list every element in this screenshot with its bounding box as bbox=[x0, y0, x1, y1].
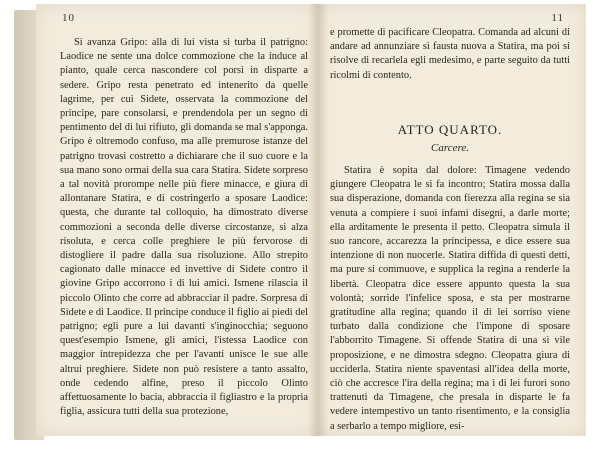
act-title: ATTO QUARTO. bbox=[397, 122, 503, 137]
open-book bbox=[14, 4, 590, 444]
scene-title: Carcere. bbox=[431, 142, 469, 154]
right-page bbox=[318, 4, 586, 436]
left-page-text: Si avanza Gripo: alla di lui vista si turba il patrigno: Laodice ne sente una dolce commozione che la induce al pianto, quale cerca nascondere col porsi in disparte a sedere. Gripo resta penetrato ed intenerito da quelle lagrime, per cui Sidete, osservata la commozione del principe, pare consolarsi, e prendendola per un segno di pentimento del di lui rifiuto, gli domanda se mal s'apponga. Gripo è oltremodo confuso, ma alle premurose istanze del patrigno trovasi costretto a dichiarare che il suo cuore e la sua mano sono ormai della sua cara Statira. Sidete sorpreso a tal novità prorompe nelle più fiere minacce, e giura di allontanare Statira, e di costringerlo a sposare Laodice: questa, che durante tal colloquio, ha dimostrato diverse commozioni a seconda delle diverse circostanze, si alza risoluta, e cerca colle preghiere le più fervorose di distogliere il padre dalla sua risoluzione. Allo strepito cagionato dalle minacce ed invettive di Sidete contro il giovine Gripo accorrono i di lui amici. Ismene rilascia il piccolo Olinto che corre ad abbracciar il padre. Sorpresa di Sidete e di Laodice. Il principe conduce il figlio ai piedi del patrigno; egli pure a lui davanti s'inginocchia; seguono quest'esempio Ismene, gli amici, l'istessa Laodice con maggior intrepidezza che per l'avanti unisce le sue alle altrui preghiere. Sidete non può resistere a tanto assalto, onde cedendo alfine, preso il piccolo Olinto affettuosamente lo bacia, abbraccia il figliastro e la propria figlia, assicura tutti della sua protezione, bbox=[60, 37, 308, 418]
left-page-number: 10 bbox=[62, 12, 75, 24]
left-page bbox=[36, 4, 319, 436]
right-page-top-paragraph: e promette di pacificare Cleopatra. Comanda ad alcuni di andare ad annunziare sì fausta nuova a Statira, ma poi si risolve di recarlela egli medesimo, e parte seguito da tutti ricolmi di contento. bbox=[330, 27, 570, 81]
right-page-body-paragraph: Statira è sopita dal dolore: Timagene vedendo giungere Cleopatra le si fa incontro; Statira mossa dalla sua disperazione, domanda con fierezza alla regina se sia venuta a compiere i suoi infami disegni, a darle morte; ella arditamente le presenta il petto. Cleopatra simula il suo rancore, accarezza la principessa, e dice essere sua intenzione di non nuocerle. Statira diffida di questi detti, ma pure si commuove, e supplica la regina a renderle la libertà. Cleopatra dice essere appunto questa la sua volontà; sorride l'infelice sposa, e sta per mostrarne gratitudine alla regina; quando il di lei sorriso viene turbato dalla condizione che l'impone di sposare l'abborrito Timagene. Si offende Statira di una sì vile proposizione, e ne dimostra sdegno. Cleopatra giura di ucciderla. Statira niente spaventasi all'idea della morte, ciò che accresce l'ira della regina; ma i di lei furori sono trattenuti da Timagene, che presala in disparte le fa vedere intempestivo un tanto risentimento, e la consiglia a serbarlo a tempo migliore, esi- bbox=[330, 165, 570, 432]
book-gutter bbox=[308, 4, 328, 436]
right-page-number: 11 bbox=[551, 12, 564, 24]
